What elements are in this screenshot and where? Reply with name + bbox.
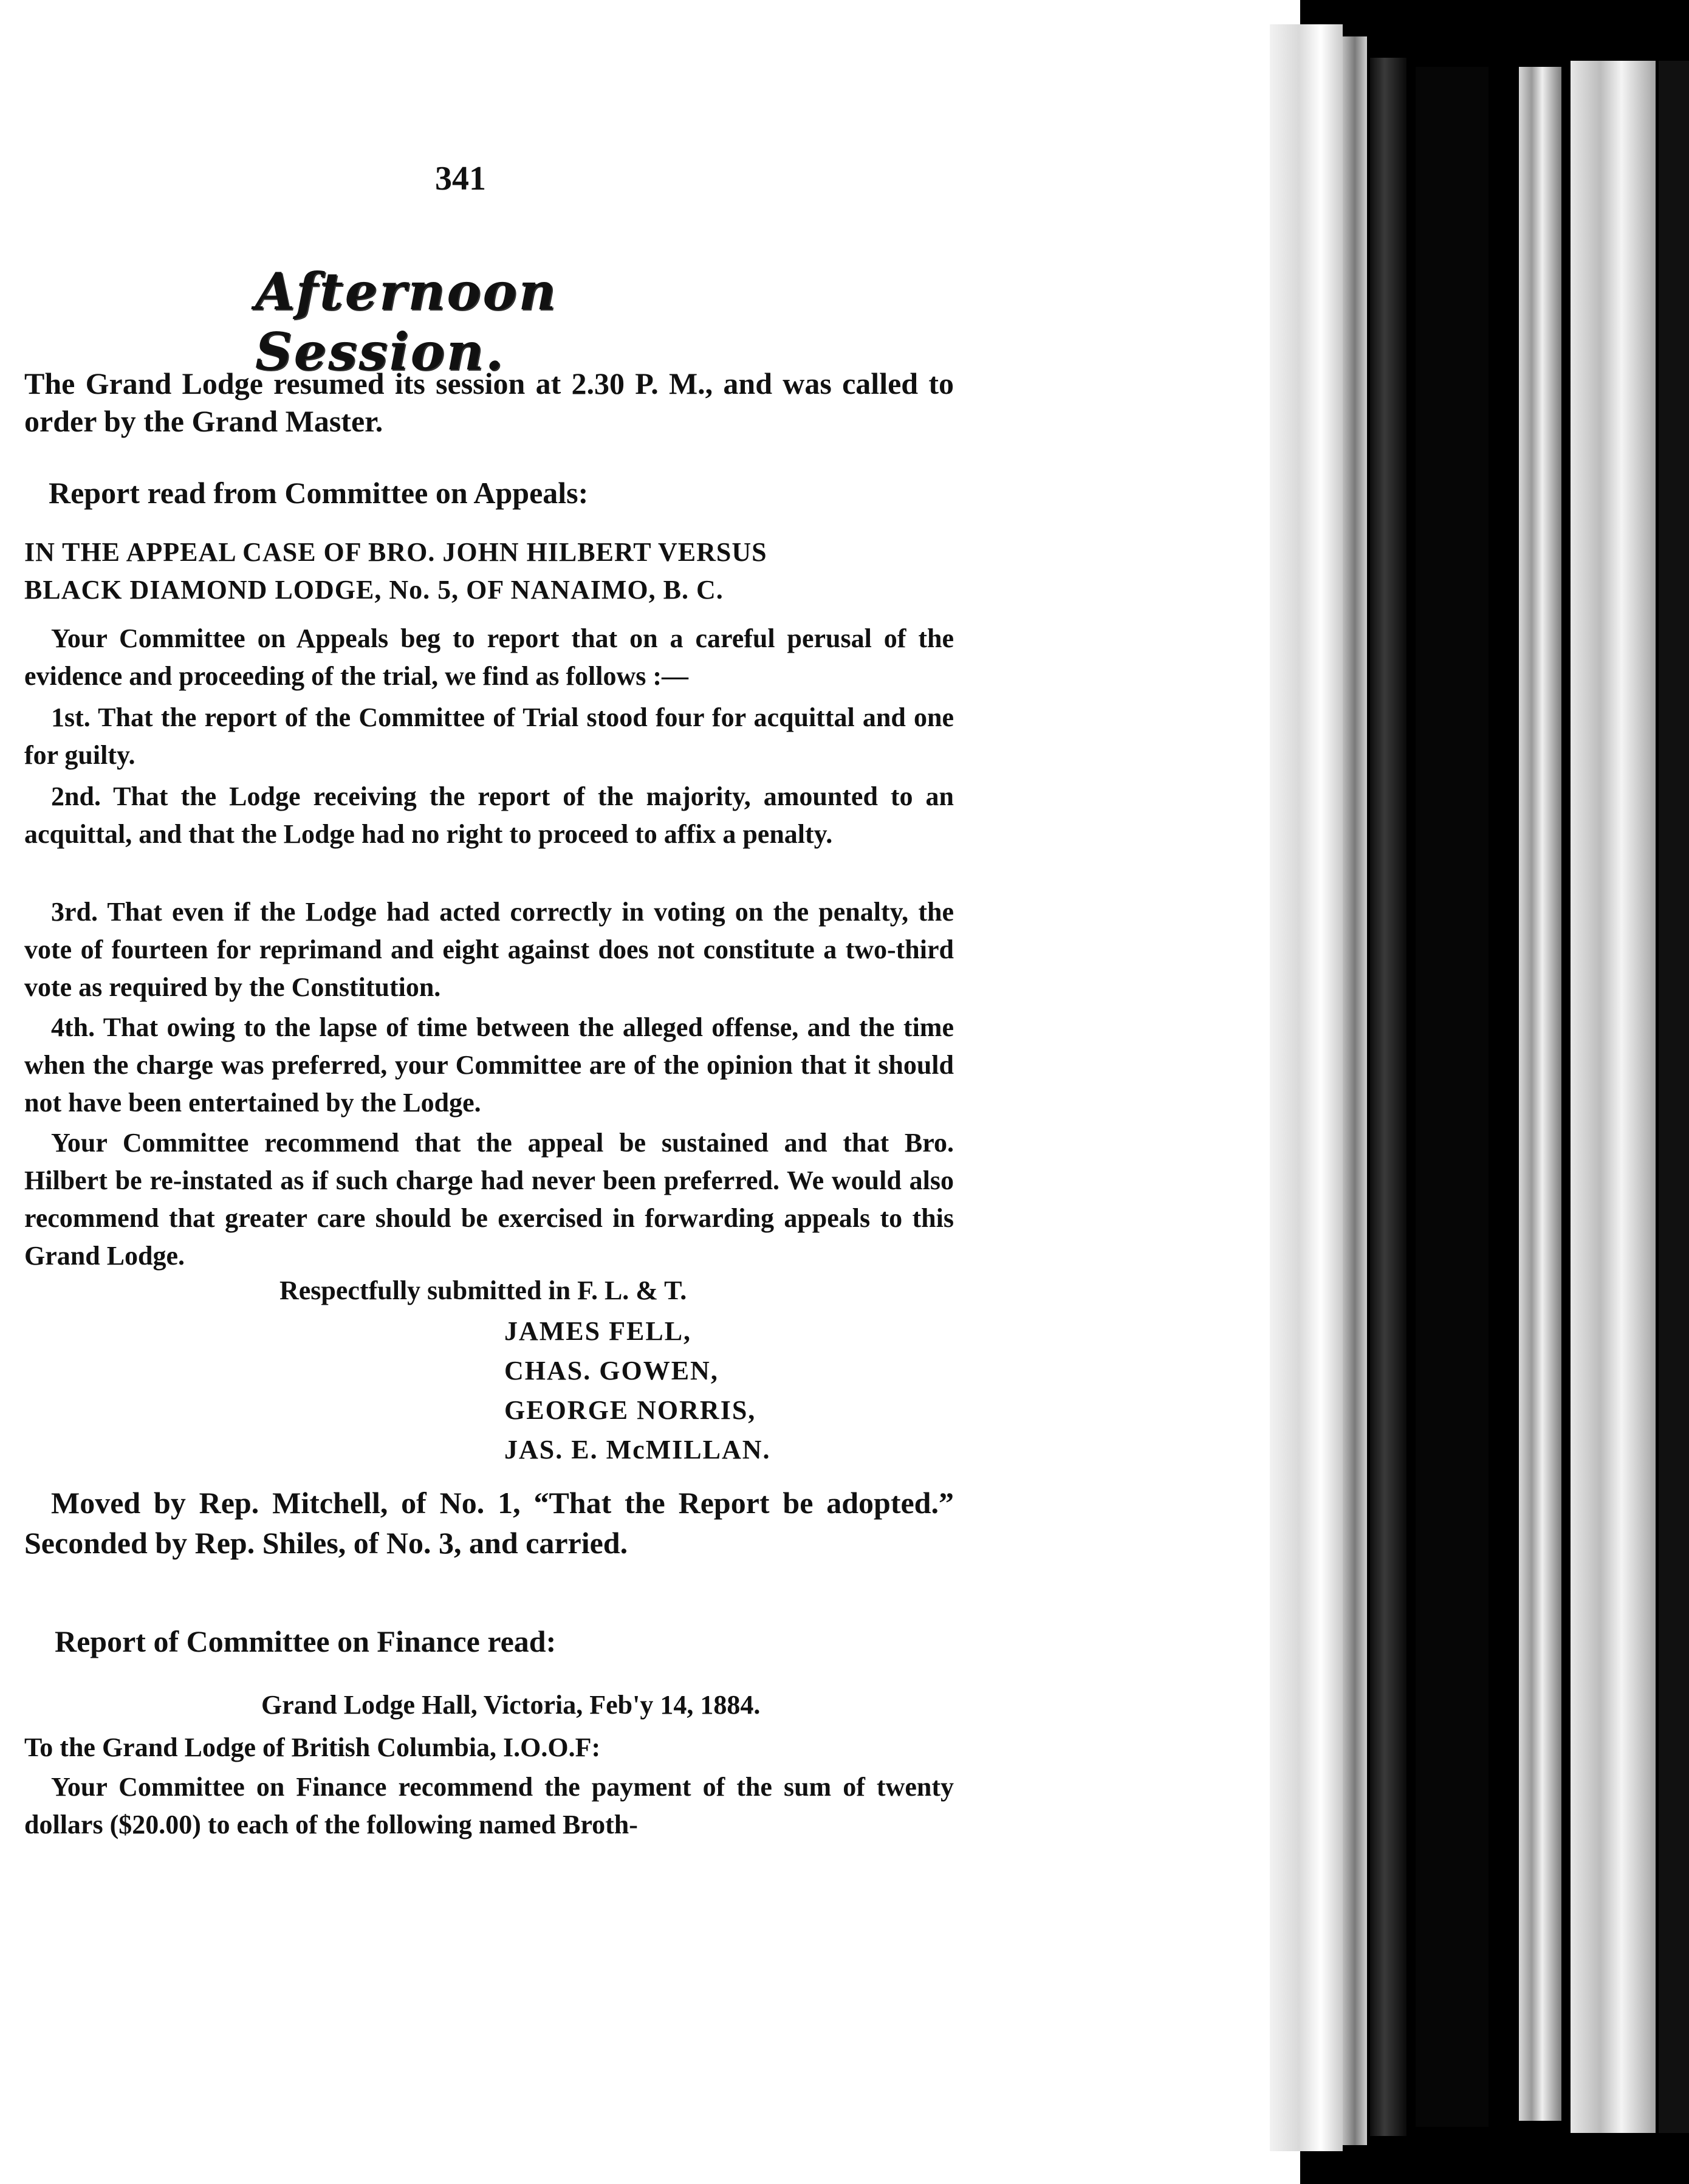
address-line: To the Grand Lodge of British Columbia, I.O.O.F: <box>24 1732 601 1762</box>
section-heading: Afternoon Session. <box>255 261 558 382</box>
opening-paragraph: The Grand Lodge resumed its session at 2.30 P. M., and was called to order by the Grand Master. <box>24 366 954 438</box>
finding-intro: Your Committee on Appeals beg to report that on a careful perusal of the evidence and proceeding of the trial, we find as follows :— <box>24 623 954 691</box>
submitted-line: Respectfully submitted in F. L. & T. <box>279 1276 687 1305</box>
finding-4: 4th. That owing to the lapse of time between the alleged offense, and the time when the charge was preferred, your Committee are of the opinion that it should not have been entertained by the Lodge. <box>24 1012 954 1118</box>
finding-2: 2nd. That the Lodge receiving the report of the majority, amounted to an acquittal, and that the Lodge had no right to proceed to affix a penalty. <box>24 781 954 849</box>
signatory-1: JAMES FELL, <box>504 1316 692 1346</box>
motion-paragraph: Moved by Rep. Mitchell, of No. 1, “That the Report be adopted.” Seconded by Rep. Shiles, of No. 3, and carried. <box>24 1486 954 1560</box>
signatory-2: CHAS. GOWEN, <box>504 1356 719 1386</box>
report-intro: Report read from Committee on Appeals: <box>49 476 589 510</box>
page-stack-edge <box>1571 61 1656 2133</box>
page-stack-edge <box>1519 67 1561 2121</box>
signatory-3: GEORGE NORRIS, <box>504 1395 756 1425</box>
book-spine-shadow <box>1659 61 1689 2133</box>
case-title-line-2: BLACK DIAMOND LODGE, No. 5, OF NANAIMO, B. C. <box>24 575 724 605</box>
finding-1: 1st. That the report of the Committee of Trial stood four for acquittal and one for guilty. <box>24 702 954 770</box>
recommendation: Your Committee recommend that the appeal be sustained and that Bro. Hilbert be re-instated as if such charge had never been preferred. We would also recommend that greater care should be exercised in forwarding appeals to this Grand Lodge. <box>24 1128 954 1271</box>
dateline: Grand Lodge Hall, Victoria, Feb'y 14, 1884. <box>261 1690 761 1720</box>
case-title-line-1: IN THE APPEAL CASE OF BRO. JOHN HILBERT VERSUS <box>24 537 767 567</box>
signatory-4: JAS. E. McMILLAN. <box>504 1435 771 1465</box>
page-stack-edge <box>1270 24 1343 2151</box>
book-spine-shadow <box>1370 58 1406 2136</box>
page-number: 341 <box>435 160 486 197</box>
finding-3: 3rd. That even if the Lodge had acted correctly in voting on the penalty, the vote of fourteen for reprimand and eight against does not constitute a two-third vote as required by the Constitution. <box>24 897 954 1002</box>
finance-body: Your Committee on Finance recommend the payment of the sum of twenty dollars ($20.00) to each of the following named Broth- <box>24 1772 954 1839</box>
page-stack-edge <box>1343 36 1367 2145</box>
book-spine-shadow <box>1416 67 1489 2127</box>
finance-intro: Report of Committee on Finance read: <box>55 1624 557 1658</box>
